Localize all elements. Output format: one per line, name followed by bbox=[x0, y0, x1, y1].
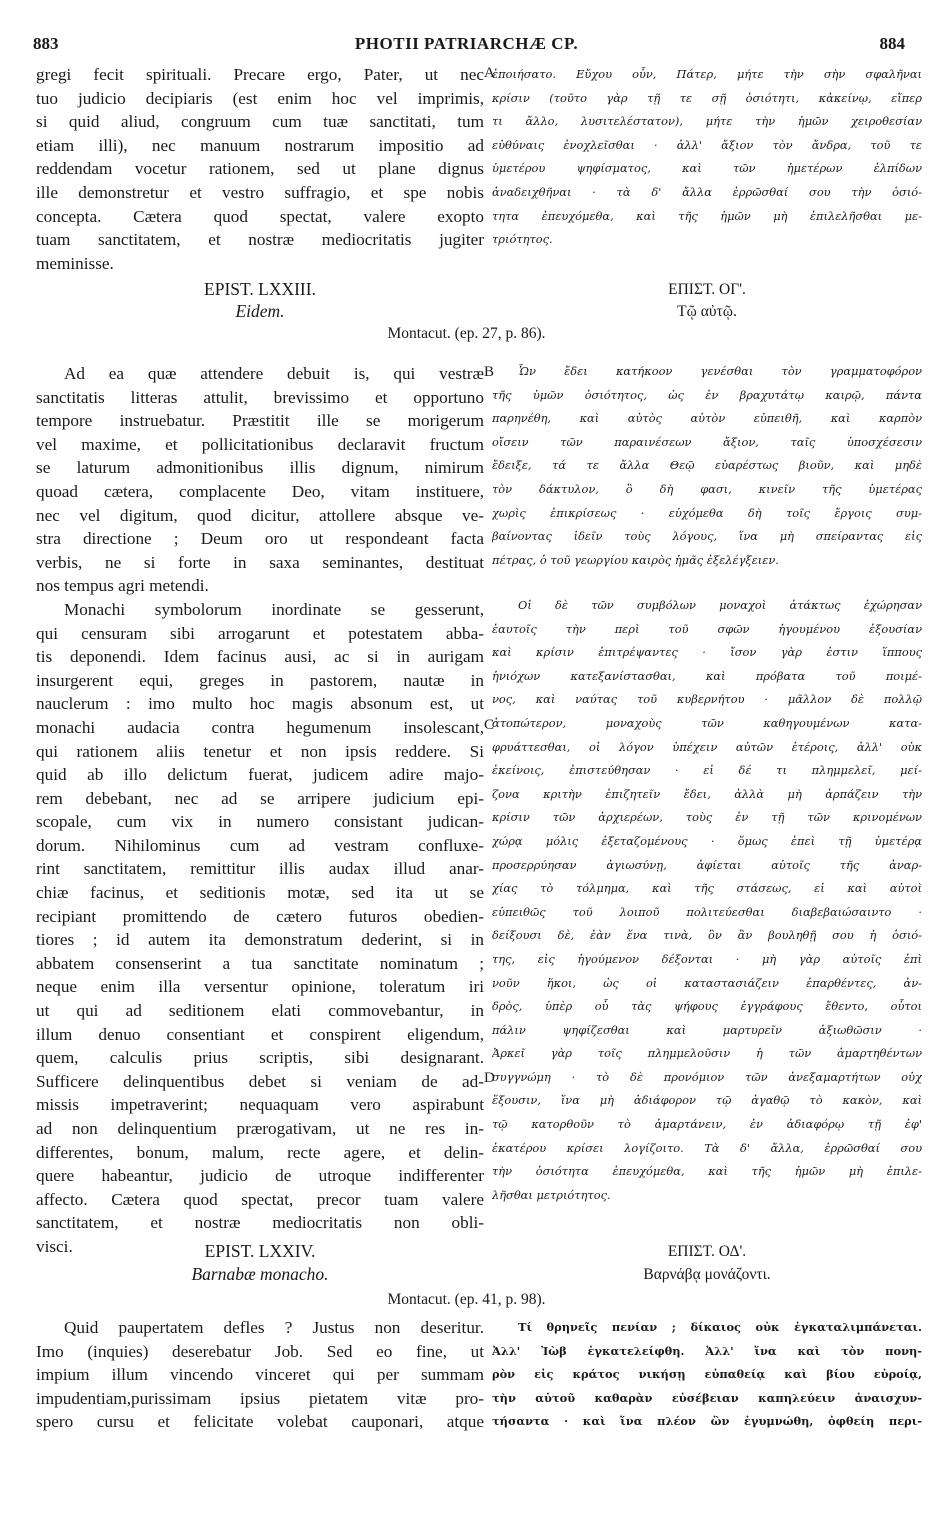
text-line: εὐπειθῶς τοῦ λοιποῦ πολιτεύεσθαι διαβεβαιώσαιντο · bbox=[492, 904, 922, 919]
text-line: πέτρας, ὁ τοῦ γεωργίου καιρὸς ἡμᾶς ἐξελέγξειεν. bbox=[492, 552, 779, 567]
text-line: ἑαυτοῖς τὴν περὶ τοῦ σφῶν ἡγουμένου ἐξουσίαν bbox=[492, 621, 922, 636]
text-line: dorum. Nihilominus cum ad vestram confluxe- bbox=[36, 835, 484, 855]
text-line: προσερρύησαν ἁγιωσύνῃ, ἀφίεται αὐτοῖς τῆς ἀναρ- bbox=[492, 857, 922, 872]
letter-74-source-reference: Montacut. (ep. 41, p. 98). bbox=[387, 1291, 546, 1308]
text-line: τὴν ὁσιότητα ἐπευχόμεθα, καὶ τῆς ἡμῶν μὴ ἐπιλε- bbox=[492, 1164, 922, 1179]
text-line: οἴσειν τῶν παραινέσεων ἄξιον, ταῖς ὑποσχέσεσιν bbox=[492, 434, 922, 449]
letter-73-latin-subtitle: Eidem. bbox=[235, 301, 285, 321]
text-line: vel maxime, et pollicitationibus declaravit fructum bbox=[36, 434, 484, 454]
text-line: ρὸν εἰς κράτος νικήσῃ εὐπαθείᾳ καὶ βίου εὐροίᾳ, bbox=[492, 1367, 922, 1382]
text-line: tuo judicio decipiaris (est enim hoc vel imprimis, bbox=[36, 88, 484, 108]
text-line: qui rationem aliis tenetur et non ipsis reddere. Si bbox=[36, 741, 484, 761]
text-line: concepta. Cætera quod spectat, valere exopto bbox=[36, 206, 484, 226]
text-line: τήσαντα · καὶ ἵνα πλέον ὢν ἐγυμνώθη, ὀφθείη περι- bbox=[492, 1414, 922, 1429]
text-line: impium illum vincendo vinceret qui per summam bbox=[36, 1365, 484, 1385]
text-line: ὑμετέρου ψηφίσματος, καὶ τῶν ἡμετέρων ἐλπίδων bbox=[492, 161, 922, 176]
text-line: se laturum admonitionibus illis dignum, nimirum bbox=[36, 458, 484, 478]
text-line: συγγνώμη · τὸ δὲ προνόμιον τῶν ἀνεξαμαρτήτων οὐχ bbox=[492, 1069, 922, 1084]
letter-74-greek-subtitle: Βαρνάβᾳ μονάζοντι. bbox=[643, 1266, 771, 1283]
text-line: quoad cætera, complacente Deo, vitam instituere, bbox=[36, 481, 484, 501]
greek-column-letter-73-p2 bbox=[492, 594, 922, 1207]
letter-73-greek-title: ΕΠΙΣΤ. ΟΓ'. bbox=[668, 281, 746, 298]
text-line: ad non delinquentium prærogativam, ut ne res in- bbox=[36, 1119, 484, 1138]
text-line: etiam illi), nec manuum nostrarum impositio ad bbox=[36, 135, 484, 155]
greek-column-letter-73-p1 bbox=[492, 360, 922, 572]
text-line: ἐκείνοις, ἐπιστεύθησαν · εἰ δέ τι πλημμελεῖ, μεί- bbox=[492, 763, 922, 778]
text-line: δρὸς, ὑπὲρ οὗ τὰς ψήφους ἐγγράφους ἔθεντο, οὗτοι bbox=[492, 999, 922, 1014]
text-line: ἐποιήσατο. Εὔχου οὖν, Πάτερ, μήτε τὴν σὴν σφαλῆναι bbox=[492, 67, 922, 81]
text-line: ἡνιόχων κατεξανίστασθαι, καὶ πρόβατα τοῦ ποιμέ- bbox=[492, 668, 922, 683]
text-line: Ἀρκεῖ γὰρ τοῖς πλημμελοῦσιν ἡ τῶν ἁμαρτηθέντων bbox=[492, 1046, 922, 1061]
text-line: quid ab illo delictum fuerat, judicem adire majo- bbox=[36, 765, 484, 785]
text-line: ut qui ad seditionem elati commovebantur, in bbox=[36, 1001, 484, 1021]
latin-column-letter-74 bbox=[36, 1316, 484, 1434]
text-line: affecto. Cætera quod spectat, precor tuam valere bbox=[36, 1189, 484, 1209]
text-line: monachi audacia contra hegumenum insolescant, bbox=[36, 717, 484, 737]
text-line: Τί θρηνεῖς πενίαν ; δίκαιος οὐκ ἐγκαταλιμπάνεται. bbox=[518, 1320, 922, 1334]
text-line: quem, calculis prius scriptis, sibi designarant. bbox=[36, 1048, 484, 1068]
text-line: καὶ κρίσιν ἐπιτρέψαντες · ἴσον γὰρ ἐστιν ἵππους bbox=[492, 645, 922, 660]
text-line: Ad ea quæ attendere debuit is, qui vestræ bbox=[64, 364, 484, 383]
letter-74-latin-subtitle: Barnabæ monacho. bbox=[191, 1264, 329, 1284]
text-line: παρηνέθη, καὶ αὐτὸς αὐτὸν εὐπειθῆ, καὶ καρπὸν bbox=[492, 411, 922, 426]
text-line: sanctitatis litteras attulit, brevissimo et opportuno bbox=[36, 387, 484, 407]
text-line: νοῦν ἥκοι, ὡς οἱ καταστασιάζειν ἐπαρθέντες, ἀν- bbox=[492, 975, 922, 990]
text-line: ἔδειξε, τά τε ἄλλα Θεῷ εὐαρέστως βιοῦν, καὶ μηδὲ bbox=[492, 458, 922, 473]
text-line: rint sanctitatem, remittitur illis audax illud anar- bbox=[36, 859, 484, 879]
text-line: τὴν αὐτοῦ καθαρὰν εὐσέβειαν καπηλεύειν ἀναισχυν- bbox=[492, 1390, 922, 1405]
text-line: Monachi symbolorum inordinate se gesserunt, bbox=[64, 599, 484, 619]
letter-74-greek-title: ΕΠΙΣΤ. ΟΔ'. bbox=[667, 1243, 747, 1260]
text-line: χώρᾳ μόλις ἐξεταζομένους · ὅμως ἐπεὶ τῇ ὑμετέρᾳ bbox=[492, 833, 922, 848]
text-line: verbis, ne si forte in saxa seminantes, destituat bbox=[36, 552, 484, 572]
text-line: ἕξουσιν, ἵνα μὴ ἀδιάφορον τῷ ἀγαθῷ τὸ κακὸν, καὶ bbox=[492, 1093, 922, 1108]
text-line: visci. bbox=[36, 1236, 73, 1256]
text-line: abbatem consenserint a tua sanctitate nominatum ; bbox=[36, 953, 484, 973]
text-line: τι ἄλλο, λυσιτελέστατον), μήτε τὴν ἡμῶν χειροθεσίαν bbox=[492, 114, 922, 129]
text-line: chiæ facinus, et seditionis motæ, sed ita ut se bbox=[36, 883, 484, 903]
page-number-left: 883 bbox=[33, 34, 59, 53]
margin-marker-b: B bbox=[484, 364, 495, 380]
text-line: tuam sanctitatem, et nostræ mediocritatis jugiter bbox=[36, 230, 484, 250]
text-line: nec vel digitum, quod dicitur, attollere absque ve- bbox=[36, 505, 484, 525]
text-line: meminisse. bbox=[36, 253, 114, 273]
text-line: differentes, bonum, malum, recte agere, et delin- bbox=[36, 1142, 484, 1162]
text-line: tis deponendi. Idem facinus ausi, ac si in aurigam bbox=[36, 647, 484, 667]
text-line: τῆς ὑμῶν ὁσιότητος, ὡς ἐν βραχυτάτῳ καιρῷ, πάντα bbox=[492, 387, 922, 402]
text-line: Sufficere delinquentibus debet si veniam de ad- bbox=[36, 1071, 484, 1091]
text-line: ἀτοπώτερον, μοναχοὺς τῶν καθηγουμένων κατα- bbox=[492, 715, 922, 730]
text-line: si quid aliud, congruum cum tuæ sanctitati, tum bbox=[36, 112, 484, 132]
text-line: ζονα κριτὴν ἐπιζητεῖν ἔδει, ἀλλὰ μὴ ἁρπάζειν τὴν bbox=[492, 786, 922, 801]
greek-column-letter-74 bbox=[492, 1316, 922, 1434]
text-line: recipiant promittendo de cætero futuros obedien- bbox=[36, 906, 484, 926]
letter-74-latin-title: EPIST. LXXIV. bbox=[204, 1241, 316, 1261]
text-line: illum denuo consentiant et conspirent eligendum, bbox=[36, 1024, 484, 1044]
text-line: τητα ἐπευχόμεθα, καὶ τῆς ἡμῶν μὴ ἐπιλελῆσθαι με- bbox=[492, 208, 922, 223]
latin-column-letter-73 bbox=[36, 362, 484, 1259]
text-line: βαίνοντας ἰδεῖν τοὺς λόγους, ἵνα μὴ σπείραντας εἰς bbox=[492, 529, 922, 544]
text-line: qui censuram sibi arrogarunt et potestatem abba- bbox=[36, 623, 484, 643]
greek-column-intro bbox=[492, 63, 922, 252]
text-line: της, εἰς ἡγούμενον δέξονται · μὴ γὰρ αὐτοῖς ἐπὶ bbox=[492, 951, 922, 966]
text-line: χωρὶς ἐπικρίσεως · εὐχόμεθα δὴ τοῖς ἔργοις συμ- bbox=[492, 505, 922, 520]
text-line: νος, καὶ ναύτας τοῦ κυβερνήτου · μᾶλλον δὲ πολλῷ bbox=[492, 692, 922, 707]
text-line: impudentiam,purissimam ipsius pietatem vitæ pro- bbox=[36, 1388, 484, 1408]
margin-marker-c: C bbox=[484, 717, 495, 733]
text-line: Ὧν ἔδει κατήκοον γενέσθαι τὸν γραμματοφόρον bbox=[518, 364, 922, 378]
text-line: Quid paupertatem defles ? Justus non deseritur. bbox=[64, 1318, 484, 1337]
page-number-right: 884 bbox=[879, 34, 905, 53]
letter-73-source-reference: Montacut. (ep. 27, p. 86). bbox=[387, 325, 546, 342]
margin-marker-a: A bbox=[484, 65, 495, 81]
text-line: gregi fecit spirituali. Precare ergo, Pater, ut nec bbox=[36, 65, 484, 84]
text-line: scopale, cum vix in numero consistant judican- bbox=[36, 812, 484, 832]
text-line: reddendam vocetur rationem, sed ut plane dignus bbox=[36, 159, 484, 179]
text-line: δείξουσι δὲ, ἐὰν ἕνα τινὰ, ὃν ἂν βουληθῇ σου ἡ ὁσιό- bbox=[492, 928, 922, 943]
letter-73-latin-title: EPIST. LXXIII. bbox=[204, 279, 316, 299]
text-line: ille demonstretur et vestro suffragio, et spe nobis bbox=[36, 182, 484, 202]
text-line: stra directione ; Deum oro ut respondeant facta bbox=[36, 529, 484, 549]
text-line: φρυάττεσθαι, οἱ λόγον ὑπέχειν αὐτῶν ἑτέροις, ἀλλ' οὐκ bbox=[492, 739, 922, 754]
text-line: neque enim illa versentur opinione, toleratum iri bbox=[36, 977, 484, 997]
text-line: τῷ κατορθοῦν τὸ ἁμαρτάνειν, ἐν ἀδιαφόρῳ τῇ ἐφ' bbox=[492, 1117, 922, 1132]
text-line: τριότητος. bbox=[492, 232, 553, 247]
text-line: insurgerent equi, greges in pastorem, nautæ in bbox=[36, 670, 484, 690]
text-line: missis impetraverint; nequaquam vero aspirabunt bbox=[36, 1095, 484, 1115]
text-line: Οἱ δὲ τῶν συμβόλων μοναχοὶ ἀτάκτως ἐχώρησαν bbox=[518, 598, 922, 612]
text-line: nos tempus agri metendi. bbox=[36, 576, 209, 596]
text-line: tiores ; id autem ita demonstratum dederint, si in bbox=[36, 930, 484, 950]
text-line: χίας τὸ τόλμημα, καὶ τῆς στάσεως, εἰ καὶ αὐτοὶ bbox=[492, 881, 922, 896]
text-line: Imo (inquies) deserebatur Job. Sed eo fine, ut bbox=[36, 1341, 484, 1361]
text-line: κρίσιν (τοῦτο γὰρ τῇ τε σῇ ὁσιότητι, κἀκείνῳ, εἴπερ bbox=[492, 90, 922, 105]
text-line: ἑκατέρου κρίσει λογίζοιτο. Τὰ δ' ἄλλα, ἐρρῶσθαί σου bbox=[492, 1140, 922, 1155]
text-line: tempore instruebatur. Præstitit ille se morigerum bbox=[36, 411, 484, 431]
text-line: λῆσθαι μετριότητος. bbox=[492, 1187, 611, 1202]
margin-marker-d: D bbox=[484, 1070, 495, 1086]
text-line: πάλιν ψηφίζεσθαι καὶ μαρτυρεῖν ἀξιωθῶσιν · bbox=[492, 1022, 922, 1037]
text-line: κρίσιν τῶν ἀρχιερέων, τοὺς ἐν τῇ τῶν κρινομένων bbox=[492, 810, 922, 825]
text-line: spero cursu et felicitate volebat cauponari, atque bbox=[36, 1412, 484, 1432]
text-line: quere habeantur, judicio de utroque indifferenter bbox=[36, 1166, 484, 1186]
letter-73-greek-subtitle: Τῷ αὐτῷ. bbox=[677, 303, 737, 320]
text-line: Ἀλλ' Ἰὼβ ἐγκατελείφθη. Ἀλλ' ἵνα καὶ τὸν πονη- bbox=[492, 1343, 922, 1358]
text-line: rem debebant, nec ad se arripere judicium epi- bbox=[36, 788, 484, 808]
text-line: nauclerum : imo multo hoc magis absonum est, ut bbox=[36, 694, 484, 714]
text-line: τὸν δάκτυλον, ὃ δὴ φασι, κινεῖν τῆς ὑμετέρας bbox=[492, 481, 922, 496]
text-line: sanctitatem, et nostræ mediocritatis non obli- bbox=[36, 1213, 484, 1233]
running-title: PHOTII PATRIARCHÆ CP. bbox=[354, 34, 579, 53]
latin-column-intro bbox=[36, 63, 484, 275]
text-line: εὐθύναις ἐνοχλεῖσθαι · ἀλλ' ἄξιον τὸν ἄνδρα, τοῦ τε bbox=[492, 137, 922, 152]
text-line: ἀναδειχθῆναι · τὰ δ' ἄλλα ἐρρῶσθαί σου τὴν ὁσιό- bbox=[492, 184, 922, 199]
